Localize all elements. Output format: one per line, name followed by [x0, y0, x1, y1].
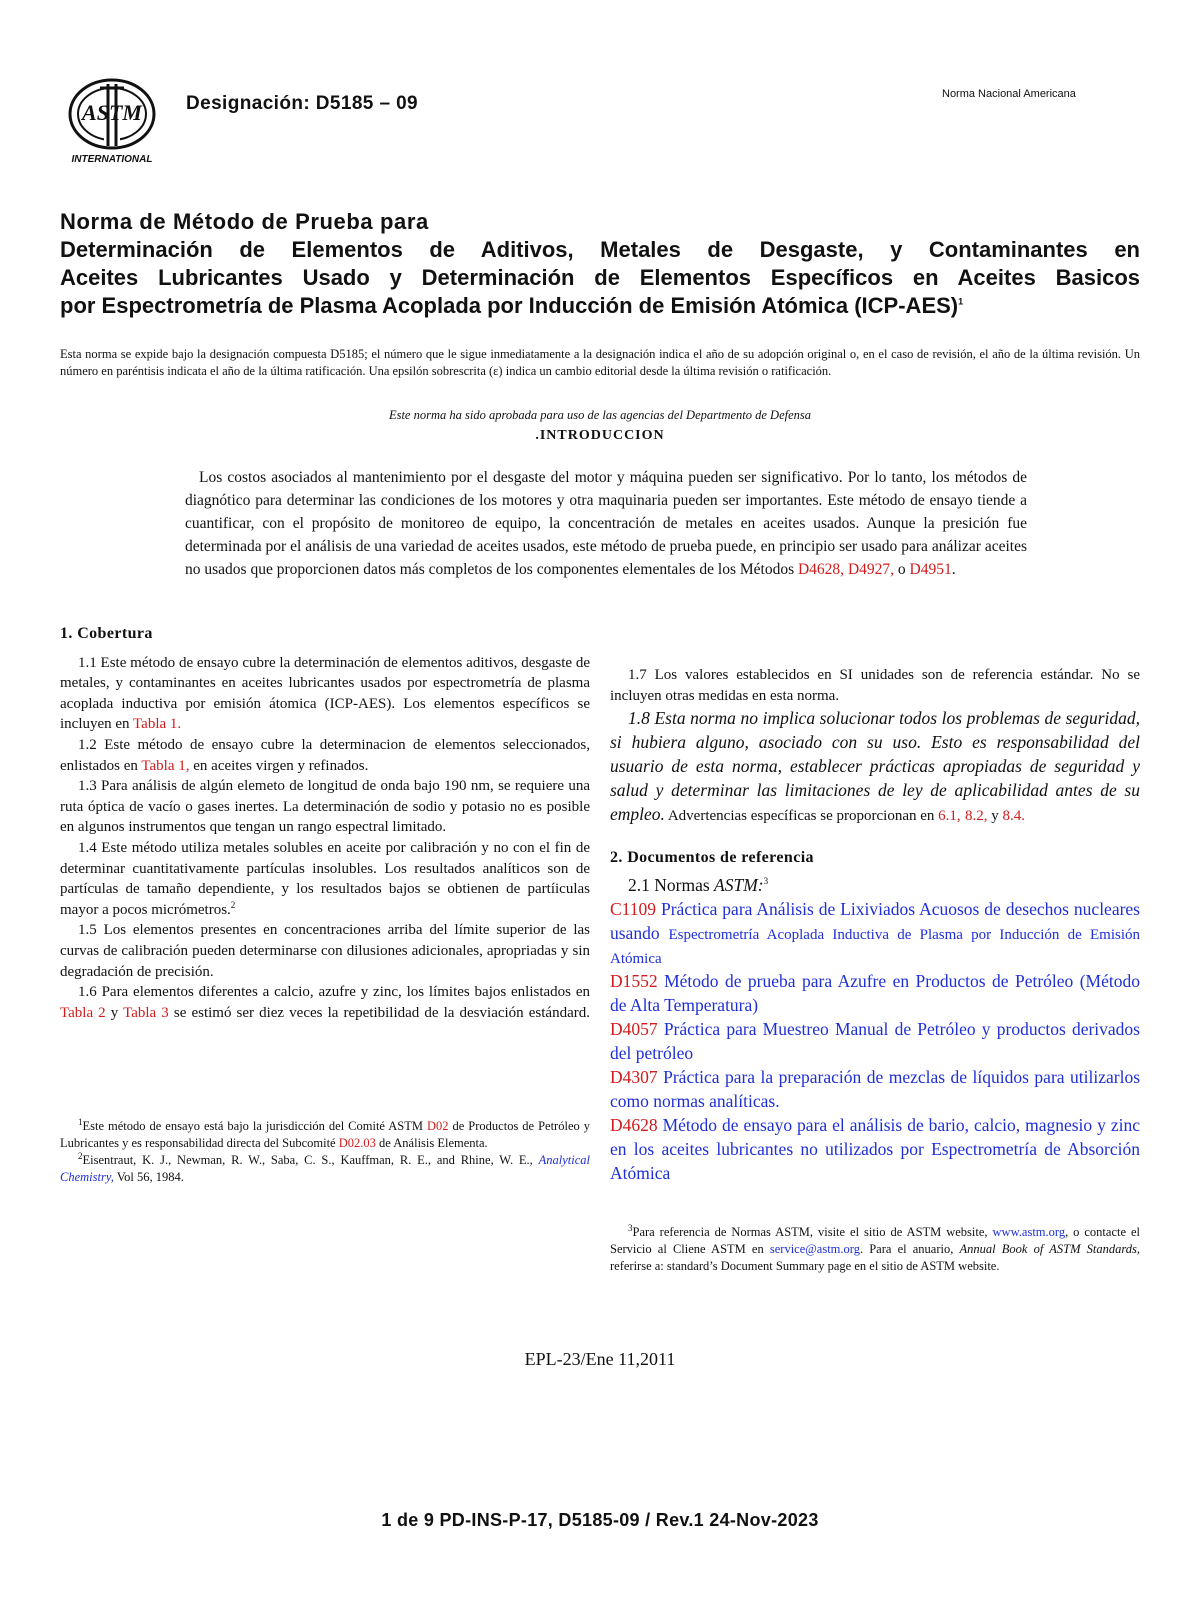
logo-letters: ASTM: [82, 100, 142, 125]
reference-d4628: [610, 1113, 1140, 1185]
para-1-6-continued: [610, 624, 1140, 665]
right-column: [610, 624, 1140, 1185]
title-footnote-mark: 1: [958, 296, 964, 307]
link-tabla-1[interactable]: Tabla 1.: [133, 716, 182, 733]
footnote-3-a: Para referencia de Normas ASTM, visite el sitio de ASTM website,: [632, 1225, 993, 1239]
para-1-8: [610, 706, 1140, 828]
ref-code-d4307[interactable]: D4307: [610, 1066, 658, 1087]
footnote-mark-3: 3: [763, 875, 769, 886]
para-1-6-a: 1.6 Para elementos diferentes a calcio, azufre y zinc, los límites bajos enlistados en: [78, 984, 590, 1001]
reference-c1109: [610, 897, 1140, 969]
section-2-heading: 2. Documentos de referencia: [610, 849, 814, 867]
reference-list: [610, 897, 1140, 1185]
footnote-3-italic: Annual Book of ASTM Standards,: [959, 1242, 1140, 1256]
issue-note: Esta norma se expide bajo la designación compuesta D5185; el número que le sigue inmediatamente a la designación indica el año de su adopción original o, en el caso de revisión, el año de la última revisión. Un número en paréntisis indicata el año de la última ratificación. Una epsilón sobrescrita (ε) indica un cambio editorial desde la última revisión o ratificación.: [60, 347, 1140, 378]
intro-end: .: [951, 561, 956, 578]
para-1-6: [60, 982, 590, 1023]
title-line-3: Aceites Lubricantes Usado y Determinación de Elementos Específicos en Aceites Basicos: [60, 265, 1140, 290]
link-analytical-chemistry[interactable]: Analytical Chemistry,: [60, 1153, 590, 1184]
link-tabla-3[interactable]: Tabla 3: [123, 1004, 169, 1021]
para-1-8-italic: 1.8 Esta norma no implica solucionar todos los problemas de seguridad, si hubiera alguno, asociado con su uso. Esto es responsabilidad del usuario de esta norma, establecer prácticas apropiadas de seguridad y salud y determinar las limitaciones de ley de aplicabilidad antes de su empleo.: [610, 708, 1140, 825]
title-line-4: [60, 292, 1140, 320]
footnote-1-a: Este método de ensayo está bajo la jurisdicción del Comité ASTM: [82, 1119, 427, 1133]
link-service-email[interactable]: service@astm.org: [769, 1242, 860, 1256]
para-1-5: 1.5 Los elementos presentes en concentraciones arriba del límite superior de las curvas de calibración pueden determinarse con dilusiones adicionales, apropriadas y sin degradación de precisión.: [60, 922, 590, 980]
intro-body: Los costos asociados al mantenimiento por el desgaste del motor y máquina pueden ser significativo. Por lo tanto, los métodos de diagnótico para determinar las condiciones de los motores y otra maquinaria pueden ser importantes. Este método de ensayo tiende a cuantificar, con el propósito de monitoreo de equipo, la concentración de metales en aceites usados. Aunque la presición fue determinada por el análisis de una variedad de aceites usados, este método de prueba puede, en principio ser usado para análizar aceites no usados que proporcionen datos más completos de los componentes elementales de los Métodos: [185, 469, 1027, 578]
footnote-3: [610, 1224, 1140, 1275]
national-standard: Norma Nacional Americana: [942, 88, 1076, 100]
footnote-2-a: Eisentraut, K. J., Newman, R. W., Saba, C. S., Kauffman, R. E., and Rhine, W. E.,: [82, 1153, 539, 1167]
footnotes-right: [610, 1224, 1140, 1275]
footnotes-left: [60, 1118, 590, 1186]
page-footer: 1 de 9 PD-INS-P-17, D5185-09 / Rev.1 24-Nov-2023: [381, 1510, 819, 1530]
link-d02[interactable]: D02: [427, 1119, 449, 1133]
para-1-4-text: 1.4 Este método utiliza metales solubles en aceite por calibración y no con el fin de determinar cuantitativamente partículas insolubles. Los resultados analíticos son de partículas de tamaño dependiente, y los resultados bajos se obtienen de partíiculas mayor a pocos micrómetros.: [60, 839, 590, 918]
ref-text-c1109: Práctica para Análisis de Lixiviados Acuosos de desechos nucleares usando: [610, 898, 1140, 943]
para-1-4: [60, 838, 590, 920]
link-d4628[interactable]: D4628,: [797, 561, 845, 578]
ref-code-d4057[interactable]: D4057: [610, 1018, 658, 1039]
designation: Designación: D5185 – 09: [186, 93, 419, 114]
footnote-3-num: 3: [628, 1222, 633, 1233]
para-1-2: [60, 735, 590, 776]
section-2-1-astm: ASTM:: [714, 874, 764, 895]
link-d02-03[interactable]: D02.03: [338, 1136, 376, 1150]
section-2-1: [610, 873, 1140, 897]
section-2-1-text: 2.1 Normas: [628, 874, 715, 895]
link-8-2[interactable]: 8.2,: [965, 808, 988, 825]
left-column: [60, 624, 590, 1023]
title-line-2: Determinación de Elementos de Aditivos, Metales de Desgaste, y Contaminantes en: [60, 237, 1140, 262]
link-d4951[interactable]: D4951: [909, 561, 952, 578]
document-title: [60, 208, 1140, 320]
footnote-mark-2: 2: [230, 899, 236, 910]
astm-logo: [64, 74, 164, 166]
astm-logo-icon: [64, 74, 164, 166]
footnote-3-b: , o contacte el Servicio al Cliene ASTM en: [610, 1225, 1140, 1256]
link-tabla-2[interactable]: Tabla 2: [60, 1004, 106, 1021]
intro-sep: o: [894, 561, 910, 578]
link-tabla-1-b[interactable]: Tabla 1,: [141, 757, 190, 774]
para-1-6-b: se estimó ser diez veces la repetibilidad de la desviación estándard.: [173, 1004, 590, 1021]
para-1-3: 1.3 Para análisis de algún elemeto de longitud de onda bajo 190 nm, se requiere una ruta óptica de vacío o gases inertes. La determinación de sodio y potasio no es posible en algunos instrumentos que tengan un rango espectral limitado.: [60, 778, 590, 836]
ref-text-d4628: Método de ensayo para el análisis de bario, calcio, magnesio y zinc en los aceites lubricantes no utilizados por Espectrometría de Absorción Atómica: [610, 1114, 1140, 1183]
footnote-1-num: 1: [78, 1116, 83, 1127]
reference-d4307: [610, 1065, 1140, 1113]
para-1-6-mid: y: [105, 1004, 124, 1021]
footnote-3-d: referirse a: standard’s Document Summary page en el sitio de ASTM website.: [610, 1259, 1000, 1273]
footnote-2-b: Vol 56, 1984.: [113, 1170, 184, 1184]
approved-note: Este norma ha sido aprobada para uso de las agencias del Departmento de Defensa: [388, 408, 812, 422]
ref-code-d1552[interactable]: D1552: [610, 970, 658, 991]
logo-international: INTERNATIONAL: [71, 154, 153, 165]
link-8-4[interactable]: 8.4.: [1002, 808, 1026, 825]
para-1-1-text: 1.1 Este método de ensayo cubre la determinación de elementos aditivos, desgaste de metales, y contaminantes en aceites lubricantes usados por espectrometría de plasma acoplada inductiva por emisión átomica (ICP-AES). Los elementos específicos se incluyen en: [60, 654, 590, 733]
ref-text-d4057: Práctica para Muestreo Manual de Petróleo y productos derivados del petróleo: [610, 1018, 1140, 1063]
para-1-7: 1.7 Los valores establecidos en SI unidades son de referencia estándar. No se incluyen otras medidas en esta norma.: [610, 667, 1140, 704]
para-1-8-text: Advertencias específicas se proporcionan en: [664, 808, 939, 825]
para-1-8-y: y: [987, 808, 1003, 825]
link-6-1[interactable]: 6.1,: [938, 808, 961, 825]
epl-date: EPL-23/Ene 11,2011: [524, 1349, 676, 1369]
footnote-1-b: de Productos de Petróleo y Lubricantes y es responsabilidad directa del Subcomité: [60, 1119, 590, 1150]
para-1-1: [60, 653, 590, 735]
section-1-heading: 1. Cobertura: [60, 625, 153, 642]
reference-d1552: [610, 969, 1140, 1017]
para-1-2-end: en aceites virgen y refinados.: [189, 757, 369, 774]
link-astm-website[interactable]: www.astm.org: [992, 1225, 1066, 1239]
footnote-3-c: . Para el anuario,: [859, 1242, 960, 1256]
title-line-1: Norma de Método de Prueba para: [60, 209, 429, 234]
footnote-1-c: de Análisis Elementa.: [375, 1136, 488, 1150]
link-d4927[interactable]: D4927,: [847, 561, 895, 578]
ref-code-d4628[interactable]: D4628: [610, 1114, 658, 1135]
introduction-text: [185, 466, 1027, 581]
introduction-heading: .INTRODUCCION: [535, 428, 665, 443]
ref-code-c1109[interactable]: C1109: [610, 898, 657, 919]
para-1-2-text: 1.2 Este método de ensayo cubre la determinacion de elementos seleccionados, enlistados en: [60, 736, 590, 774]
footnote-2: [60, 1152, 590, 1186]
ref-text-d4307: Práctica para la preparación de mezclas de líquidos para utilizarlos como normas analíticas.: [610, 1066, 1140, 1111]
footnote-2-num: 2: [78, 1150, 83, 1161]
title-line-4-text: por Espectrometría de Plasma Acoplada por Inducción de Emisión Atómica (ICP-AES): [60, 293, 959, 318]
footnote-1: [60, 1118, 590, 1152]
ref-text-d1552: Método de prueba para Azufre en Productos de Petróleo (Método de Alta Temperatura): [610, 970, 1140, 1015]
ref-text-c1109-small: Espectrometría Acoplada Inductiva de Plasma por Inducción de Emisión Atómica: [610, 926, 1141, 967]
reference-d4057: [610, 1017, 1140, 1065]
